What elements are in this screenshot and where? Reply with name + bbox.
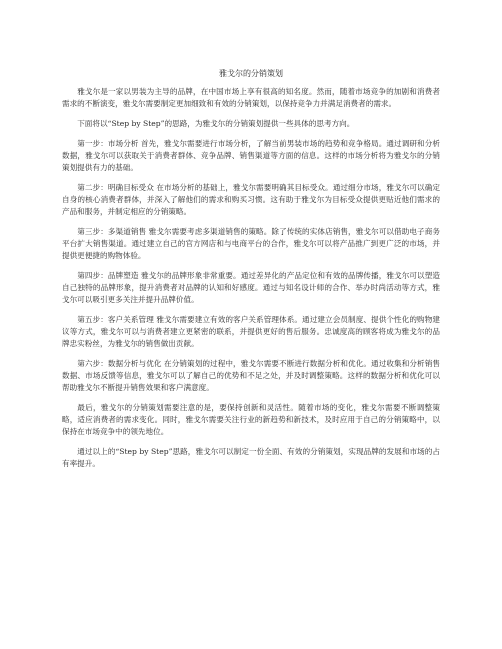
paragraph-intro: 雅戈尔是一家以男装为主导的品牌，在中国市场上享有很高的知名度。然而，随着市场竞争的加剧和消费者需求的不断演变，雅戈尔需要制定更加细致和有效的分销策划，以保持竞争力并满足消费者的需求。	[62, 87, 440, 108]
document-title: 雅戈尔的分销策划	[219, 69, 283, 78]
paragraph-step-2: 第二步：明确目标受众 在市场分析的基础上，雅戈尔需要明确其目标受众。通过细分市场，雅戈尔可以确定自身的核心消费者群体，并深入了解他们的需求和购买习惯。这有助于雅戈尔为目标受众提供更贴近他们需求的产品和服务，并制定相应的分销策略。	[62, 183, 440, 216]
document-body	[62, 68, 440, 478]
paragraph-step-6: 第六步：数据分析与优化 在分销策划的过程中，雅戈尔需要不断进行数据分析和优化。通过收集和分析销售数据、市场反馈等信息，雅戈尔可以了解自己的优势和不足之处，并及时调整策略。这样的数据分析和优化可以帮助雅戈尔不断提升销售效果和客户满意度。	[62, 359, 440, 392]
paragraph-step-3: 第三步：多渠道销售 雅戈尔需要考虑多渠道销售的策略。除了传统的实体店销售，雅戈尔可以借助电子商务平台扩大销售渠道。通过建立自己的官方网店和与电商平台的合作，雅戈尔可以将产品推广到更广泛的市场，并提供更便捷的购物体验。	[62, 227, 440, 260]
paragraph-step-5: 第五步：客户关系管理 雅戈尔需要建立有效的客户关系管理体系。通过建立会员制度、提供个性化的购物建议等方式，雅戈尔可以与消费者建立更紧密的联系，并提供更好的售后服务。忠诚度高的顾客将成为雅戈尔的品牌忠实粉丝，为雅戈尔的销售做出贡献。	[62, 315, 440, 348]
paragraph-final-note: 最后，雅戈尔的分销策划需要注意的是，要保持创新和灵活性。随着市场的变化，雅戈尔需要不断调整策略，适应消费者的需求变化。同时，雅戈尔需要关注行业的新趋势和新技术，及时应用于自己的分销策略中，以保持在市场竞争中的领先地位。	[62, 403, 440, 436]
paragraph-conclusion: 通过以上的“Step by Step”思路，雅戈尔可以制定一份全面、有效的分销策划，实现品牌的发展和市场的占有率提升。	[62, 447, 440, 468]
paragraph-step-1: 第一步：市场分析 首先，雅戈尔需要进行市场分析，了解当前男装市场的趋势和竞争格局。通过调研和分析数据，雅戈尔可以获取关于消费者群体、竞争品牌、销售渠道等方面的信息。这样的市场分析将为雅戈尔的分销策划提供有力的基础。	[62, 139, 440, 172]
paragraph-approach: 下面将以“Step by Step”的思路，为雅戈尔的分销策划提供一些具体的思考方向。	[77, 119, 355, 128]
paragraph-step-4: 第四步：品牌塑造 雅戈尔的品牌形象非常重要。通过差异化的产品定位和有效的品牌传播，雅戈尔可以塑造自己独特的品牌形象，提升消费者对品牌的认知和好感度。通过与知名设计师的合作、举办时尚活动等方式，雅戈尔可以吸引更多关注并提升品牌价值。	[62, 271, 440, 304]
